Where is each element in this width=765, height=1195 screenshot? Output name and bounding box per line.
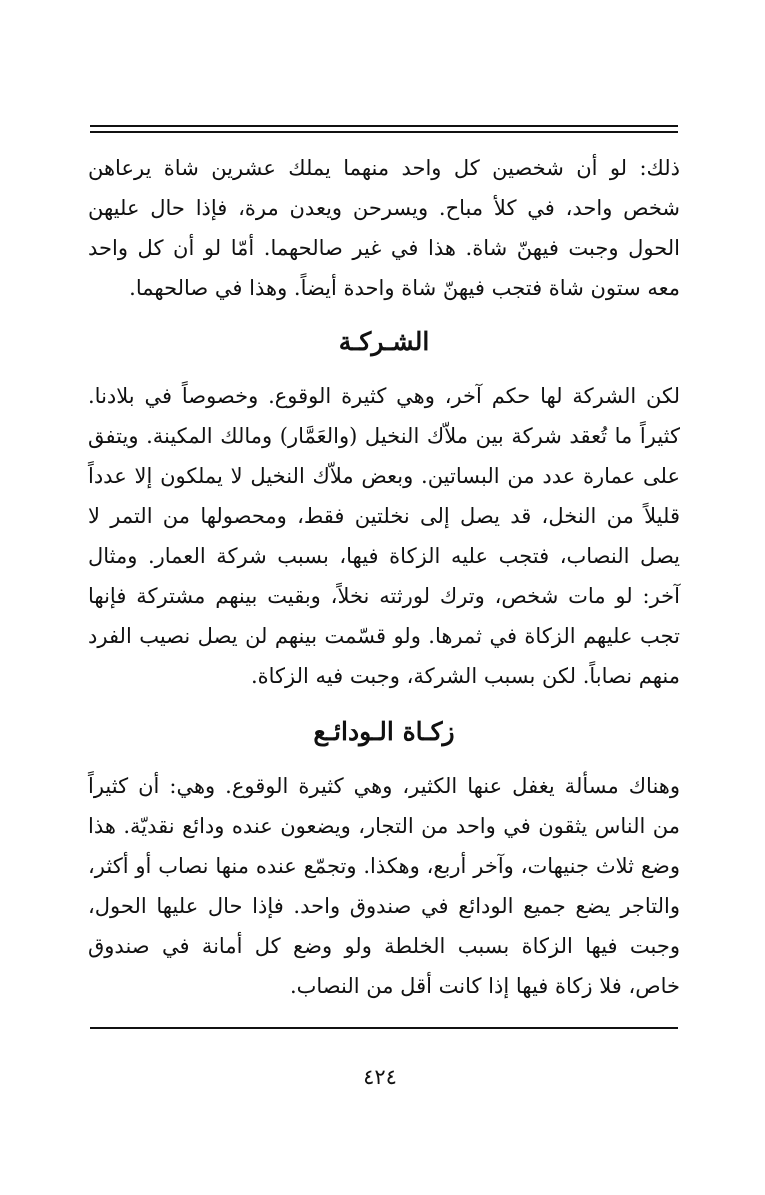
top-rule-upper [90, 125, 678, 127]
bottom-rule [90, 1027, 678, 1029]
paragraph-partnership: لكن الشركة لها حكم آخر، وهي كثيرة الوقوع. وخصوصاً في بلادنا. كثيراً ما تُعقد شركة بين ملاّك النخيل (والعَمَّار) ومالك المكينة. ويتفق على عمارة عدد من البساتين. وبعض ملاّك النخيل لا يملكون إلا عدداً قليلاً من النخل، قد يصل إلى نخلتين فقط، ومحصولها من التمر لا يصل النصاب، فتجب عليه الزكاة فيها، بسبب شركة العمار. ومثال آخر: لو مات شخص، وترك لورثته نخلاً، وبقيت بينهم مشتركة فإنها تجب عليهم الزكاة في ثمرها. ولو قسّمت بينهم لن يصل نصيب الفرد منهم نصاباً. لكن بسبب الشركة، وجبت فيه الزكاة. [88, 384, 680, 688]
paragraph-sheep-example: ذلك: لو أن شخصين كل واحد منهما يملك عشرين شاة يرعاهن شخص واحد، في كلأ مباح. ويسرحن ويعدن مرة، فإذا حال عليهن الحول وجبت فيهنّ شاة. هذا في غير صالحهما. أمّا لو أن كل واحد معه ستون شاة فتجب فيهنّ شاة واحدة أيضاً. وهذا في صالحهما. [88, 156, 680, 300]
paragraph-deposits: وهناك مسألة يغفل عنها الكثير، وهي كثيرة الوقوع. وهي: أن كثيراً من الناس يثقون في واحد من التجار، ويضعون عنده ودائع نقديّة. هذا وضع ثلاث جنيهات، وآخر أربع، وهكذا. وتجمّع عنده منها نصاب أو أكثر، والتاجر يضع جميع الودائع في صندوق واحد. فإذا حال عليها الحول، وجبت فيها الزكاة بسبب الخلطة ولو وضع كل أمانة في صندوق خاص، فلا زكاة فيها إذا كانت أقل من النصاب. [88, 774, 680, 998]
paragraph-block-3 [88, 766, 680, 1006]
section-heading-deposits-zakat: زكـاة الـودائـع [313, 717, 455, 746]
section-heading-partnership: الشـركـة [338, 327, 430, 356]
top-rule-lower [90, 131, 678, 133]
paragraph-block-2 [88, 376, 680, 696]
page-number: ٤٢٤ [363, 1065, 397, 1089]
paragraph-block-1 [88, 148, 680, 308]
